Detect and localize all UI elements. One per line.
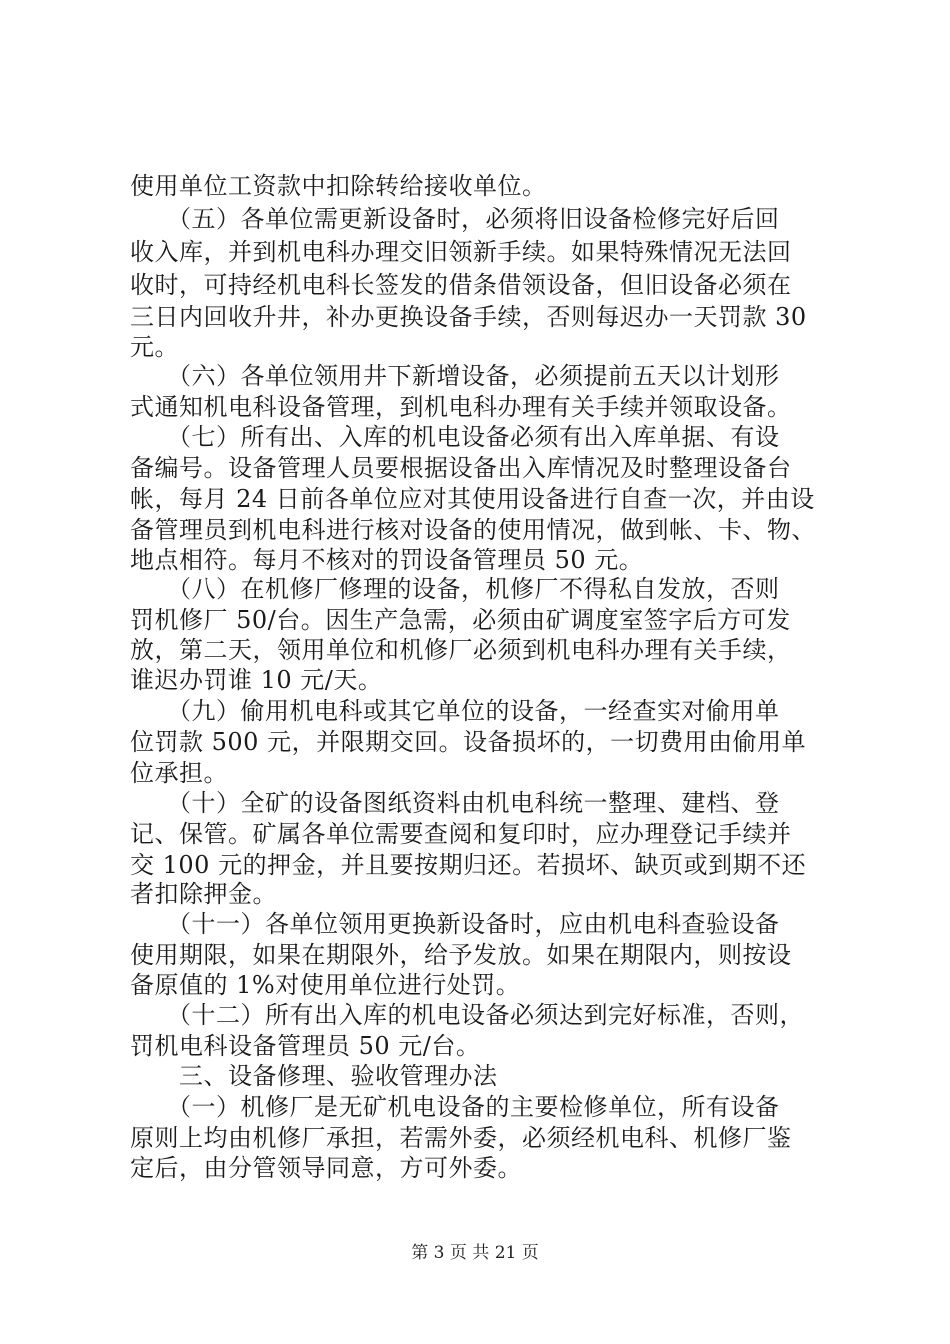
text-line: （七）所有出、入库的机电设备必须有出入库单据、有设: [130, 423, 780, 451]
text-line: （五）各单位需更新设备时，必须将旧设备检修完好后回: [130, 205, 780, 233]
text-line: 交 100 元的押金，并且要按期归还。若损坏、缺页或到期不还: [130, 851, 807, 879]
text-line: 式通知机电科设备管理，到机电科办理有关手续并领取设备。: [130, 393, 792, 421]
text-line: （九）偷用机电科或其它单位的设备，一经查实对偷用单: [130, 697, 780, 725]
text-line: （十一）各单位领用更换新设备时，应由机电科查验设备: [130, 910, 780, 938]
text-line: 原则上均由机修厂承担，若需外委，必须经机电科、机修厂鉴: [130, 1124, 792, 1152]
text-line: （一）机修厂是无矿机电设备的主要检修单位，所有设备: [130, 1093, 780, 1121]
text-line: 使用期限，如果在期限外，给予发放。如果在期限内，则按设: [130, 941, 792, 969]
text-line: 备管理员到机电科进行核对设备的使用情况，做到帐、卡、物、: [130, 516, 816, 544]
text-line: 罚机修厂 50/台。因生产急需，必须由矿调度室签字后方可发: [130, 606, 791, 634]
text-line: 者扣除押金。: [130, 880, 277, 908]
text-line: 收入库，并到机电科办理交旧领新手续。如果特殊情况无法回: [130, 238, 792, 266]
text-line: 备原值的 1%对使用单位进行处罚。: [130, 971, 521, 999]
text-line: （十二）所有出入库的机电设备必须达到完好标准，否则，: [130, 1001, 804, 1029]
text-line: 谁迟办罚谁 10 元/天。: [130, 666, 383, 694]
text-line: 地点相符。每月不核对的罚设备管理员 50 元。: [130, 546, 644, 574]
text-line: 记、保管。矿属各单位需要查阅和复印时，应办理登记手续并: [130, 820, 792, 848]
text-line: 罚机电科设备管理员 50 元/台。: [130, 1032, 481, 1060]
text-line: 帐，每月 24 日前各单位应对其使用设备进行自查一次，并由设: [130, 485, 815, 513]
text-line: 收时，可持经机电科长签发的借条借领设备，但旧设备必须在: [130, 271, 792, 299]
text-line: 备编号。设备管理人员要根据设备出入库情况及时整理设备台: [130, 454, 792, 482]
text-line: 定后，由分管领导同意，方可外委。: [130, 1154, 522, 1182]
text-line: 三日内回收升井，补办更换设备手续，否则每迟办一天罚款 30: [130, 303, 807, 331]
text-line: 位罚款 500 元，并限期交回。设备损坏的，一切费用由偷用单: [130, 728, 807, 756]
text-line: 放，第二天，领用单位和机修厂必须到机电科办理有关手续，: [130, 636, 792, 664]
page-number-footer: 第 3 页 共 21 页: [411, 1243, 539, 1263]
text-line: 位承担。: [130, 759, 228, 787]
text-line: （六）各单位领用井下新增设备，必须提前五天以计划形: [130, 362, 780, 390]
text-line: 使用单位工资款中扣除转给接收单位。: [130, 172, 547, 200]
text-line: （十）全矿的设备图纸资料由机电科统一整理、建档、登: [130, 789, 780, 817]
section-heading: 三、设备修理、验收管理办法: [130, 1062, 498, 1090]
text-line: 元。: [130, 333, 179, 361]
text-line: （八）在机修厂修理的设备，机修厂不得私自发放，否则: [130, 575, 780, 603]
